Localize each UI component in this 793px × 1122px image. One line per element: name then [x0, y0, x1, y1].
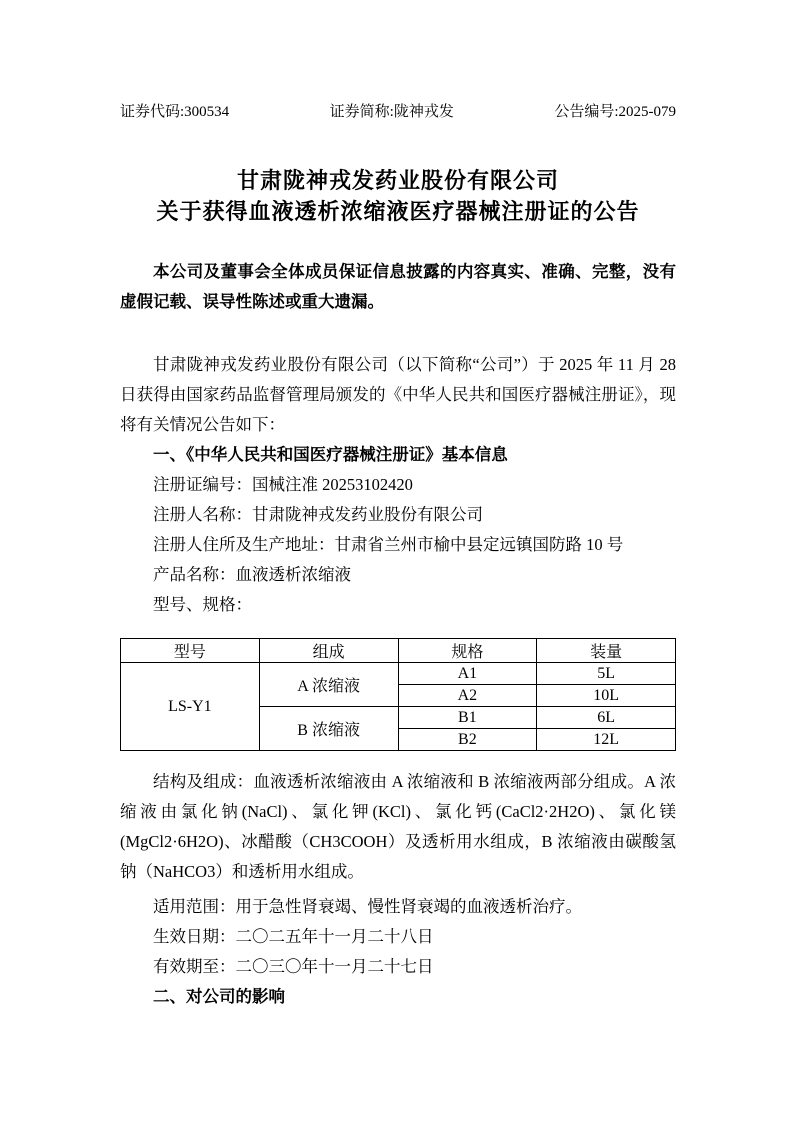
model-cell: LS-Y1: [121, 663, 260, 751]
registrant-name: 注册人名称：甘肃陇神戎发药业股份有限公司: [153, 505, 483, 524]
section1-heading: 一、《中华人民共和国医疗器械注册证》基本信息: [153, 446, 508, 464]
col-header-model: 型号: [121, 639, 260, 663]
stock-code: 证券代码:300534: [120, 104, 230, 120]
section2-heading: 二、对公司的影响: [153, 988, 285, 1006]
spec-cell: B1: [398, 707, 537, 729]
table-header-row: [121, 639, 676, 663]
col-header-volume: 装量: [537, 639, 676, 663]
product-name: 产品名称：血液透析浓缩液: [153, 565, 351, 584]
volume-cell: 12L: [537, 729, 676, 751]
spec-cell: B2: [398, 729, 537, 751]
registration-number: 注册证编号：国械注准 20253102420: [153, 475, 413, 494]
volume-cell: 5L: [537, 663, 676, 685]
disclosure-notice: 本公司及董事会全体成员保证信息披露的内容真实、准确、完整，没有虚假记载、误导性陈述或重大遗漏。: [120, 263, 676, 311]
registrant-address: 注册人住所及生产地址：甘肃省兰州市榆中县定远镇国防路 10 号: [153, 535, 624, 554]
effective-date: 生效日期：二〇二五年十一月二十八日: [153, 927, 434, 946]
announcement-title: 关于获得血液透析浓缩液医疗器械注册证的公告: [156, 199, 640, 224]
company-title: 甘肃陇神戎发药业股份有限公司: [236, 168, 559, 193]
col-header-composition: 组成: [259, 639, 398, 663]
group-a-cell: A 浓缩液: [259, 663, 398, 707]
scope-of-application: 适用范围：用于急性肾衰竭、慢性肾衰竭的血液透析治疗。: [153, 897, 582, 916]
document-header: [120, 102, 676, 122]
spec-table: [120, 638, 676, 751]
volume-cell: 6L: [537, 707, 676, 729]
spec-cell: A2: [398, 685, 537, 707]
spec-cell: A1: [398, 663, 537, 685]
model-spec-label: 型号、规格：: [153, 595, 252, 614]
announcement-number: 公告编号:2025-079: [554, 104, 676, 120]
table-row: [121, 663, 676, 685]
col-header-spec: 规格: [398, 639, 537, 663]
stock-name: 证券简称:陇神戎发: [329, 104, 454, 120]
composition-paragraph: 结构及组成：血液透析浓缩液由 A 浓缩液和 B 浓缩液两部分组成。A 浓缩液由氯化钠(NaCl)、氯化钾(KCl)、氯化钙(CaCl2·2H2O)、氯化镁(MgCl2·6H2O)、冰醋酸（CH3COOH）及透析用水组成，B 浓缩液由碳酸氢钠（NaHCO3）和透析用水组成。: [120, 772, 676, 881]
intro-paragraph: 甘肃陇神戎发药业股份有限公司（以下简称“公司”）于 2025 年 11 月 28 日获得由国家药品监督管理局颁发的《中华人民共和国医疗器械注册证》，现将有关情况公告如下：: [120, 355, 676, 434]
volume-cell: 10L: [537, 685, 676, 707]
group-b-cell: B 浓缩液: [259, 707, 398, 751]
valid-until: 有效期至：二〇三〇年十一月二十七日: [153, 957, 434, 976]
